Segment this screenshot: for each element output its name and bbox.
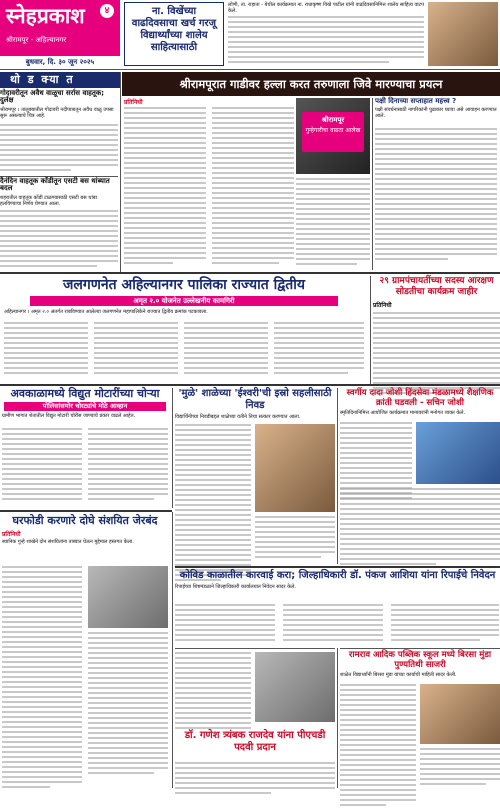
promo-photo	[428, 2, 498, 66]
story6-photo	[416, 422, 500, 484]
story2-teaser: अहिल्यानगर । अमृत २.० अंतर्गत राबविण्यात आलेल्या जलगणनेत महापालिकेने राज्यात द्वितीय क्रमांक पटकावला.	[4, 308, 208, 315]
story9-headline: डॉ. गणेश त्र्यंबक राजदेव यांना पीएचडी पदवी प्रदान	[184, 730, 326, 753]
lead-article-col3	[296, 178, 370, 270]
story7	[0, 514, 170, 788]
story5-photo	[255, 424, 335, 512]
story7-photo	[88, 566, 168, 628]
story5-headline: 'मुळे' शाळेच्या 'ईश्वरी'ची इस्रो सहलीसाठी निवड	[178, 388, 332, 411]
masthead	[0, 0, 120, 56]
story3-headline: २९ ग्रामपंचायतींच्या सदस्य आरक्षण सोडतीचा कार्यक्रम जाहीर	[379, 276, 494, 297]
date-line: बुधवार, दि. ३० जून २०२५	[25, 58, 95, 66]
promo-snippet: लोणी, ता. राहाता - येथील कार्यक्रमात ना. राधाकृष्ण विखे पाटील यांनी वाढदिवसानिमित्त शालेय साहित्य वाटप केले.	[228, 2, 424, 14]
story4	[0, 388, 170, 508]
brief-1-headline: गोदावरीतून अवैध वाळूचा सर्रास वाहतूक; दुर्लक्ष	[0, 89, 105, 105]
story9-photo	[255, 652, 335, 722]
story6	[340, 388, 500, 564]
story8	[175, 570, 500, 646]
section-bar	[0, 72, 120, 88]
story5	[175, 388, 335, 564]
sidebar-story-teaser: पक्षी संवर्धनासाठी नागरिकांनी पुढाकार घ्यावा असे आवाहन करण्यात आले.	[375, 107, 497, 120]
story2-headline: जलगणनेत अहिल्यानगर पालिका राज्यात द्वितीय	[63, 277, 305, 293]
story2-banner: अमृत २.० योजनेत उल्लेखनीय कामगिरी	[30, 296, 338, 306]
story3	[373, 276, 500, 382]
lead-badge	[302, 112, 364, 152]
lead-kicker: प्रतिनिधी	[124, 99, 143, 106]
brief-2-headline: दैनंदिन वाहतूक कोंडीतून एसटी बस थांब्यात बदल	[0, 177, 110, 193]
brief-2-teaser: शहरातील वाहतूक कोंडी टाळण्यासाठी एसटी बस थांबा हलविण्याचा निर्णय घेण्यात आला.	[0, 194, 97, 207]
story5-teaser: विद्यार्थिनीच्या निवडीबद्दल शाळेच्या वतीने तिचा सत्कार करण्यात आला.	[175, 414, 301, 420]
story6-headline: स्वर्गीय दादा जोशी हिंदसेवा मंडळामध्ये शैक्षणिक क्रांती घडवली - सचिन जोशी	[346, 388, 494, 408]
story10-photo	[420, 684, 500, 744]
story4-headline: अवकाळामध्ये विद्युत मोटारींच्या चोऱ्या	[10, 387, 160, 400]
brief-1	[0, 90, 118, 174]
brief-1-teaser: श्रीरामपूर । तालुक्यातील गोदावरी नदीपात्रातून अवैध वाळू उपसा सुरू असल्याचे चित्र आहे.	[0, 106, 114, 119]
masthead-title: स्नेहप्रकाश	[6, 3, 85, 28]
story10-teaser: शाळेत विद्यार्थ्यांनी बिरसा मुंडा यांच्या कार्याची माहिती सादर केली.	[340, 672, 457, 678]
story7-teaser: स्थानिक गुन्हे शाखेने दोन संशयितांना ताब्यात घेऊन मुद्देमाल हस्तगत केला.	[2, 539, 134, 545]
lead-badge-line1: श्रीरामपूर	[321, 116, 345, 124]
promo-box	[124, 2, 224, 66]
story7-headline: घरफोडी करणारे दोघे संशयित जेरबंद	[12, 514, 158, 527]
lead-badge-line2: गुन्हेगारीचा वाढता आलेख	[305, 127, 361, 134]
story8-headline: कोविड काळातील कारवाई करा; जिल्हाधिकारी डॉ. पंकज आशिया यांना रिपाईचे निवेदन	[179, 570, 496, 581]
story8-teaser: रिपाईच्या शिष्टमंडळाने जिल्हाधिकारी कार्यालयात निवेदन सादर केले.	[175, 584, 296, 590]
story6-teaser: स्मृतिदिनानिमित्त आयोजित कार्यक्रमात मान्यवरांनी मनोगत व्यक्त केले.	[340, 410, 466, 416]
story3-kicker: प्रतिनिधी	[373, 302, 392, 309]
lead-article	[124, 98, 294, 270]
brief-2	[0, 178, 118, 270]
lead-headline: श्रीरामपूरात गाडीवर हल्ला करत तरुणाला जिवे मारण्याचा प्रयत्न	[179, 77, 443, 91]
story4-banner: पोलिसांसमोर चोरट्यांचे मोठे आव्हान	[4, 402, 166, 411]
story2	[0, 276, 368, 378]
story9	[175, 650, 335, 788]
promo-headline: ना. विखेंच्या वाढदिवसाचा खर्च गरजू विद्यार्थ्यांच्या शालेय साहित्यासाठी	[131, 6, 217, 53]
story10	[340, 650, 500, 788]
lead-banner	[122, 72, 500, 96]
lead-photo	[296, 98, 370, 174]
issue-number-badge: ४	[100, 4, 114, 18]
story4-teaser: ग्रामीण भागात शेतातील विद्युत मोटारी चोरीस जाण्याचे प्रकार वाढले आहेत.	[2, 412, 136, 419]
section-bar-label: थो ड क्या त	[10, 73, 75, 86]
promo-article	[228, 2, 424, 66]
story7-kicker: प्रतिनिधी	[2, 531, 21, 538]
story10-headline: रामराव आदिक पब्लिक स्कूल मध्ये बिरसा मुंडा पुण्यतिथी साजरी	[348, 650, 492, 670]
sidebar-story	[375, 98, 497, 270]
edition-label: श्रीरामपूर - अहिल्यानगर	[6, 36, 67, 44]
sidebar-story-headline: पक्षी दिनाच्या सप्ताहात महत्त्व ?	[375, 97, 457, 105]
